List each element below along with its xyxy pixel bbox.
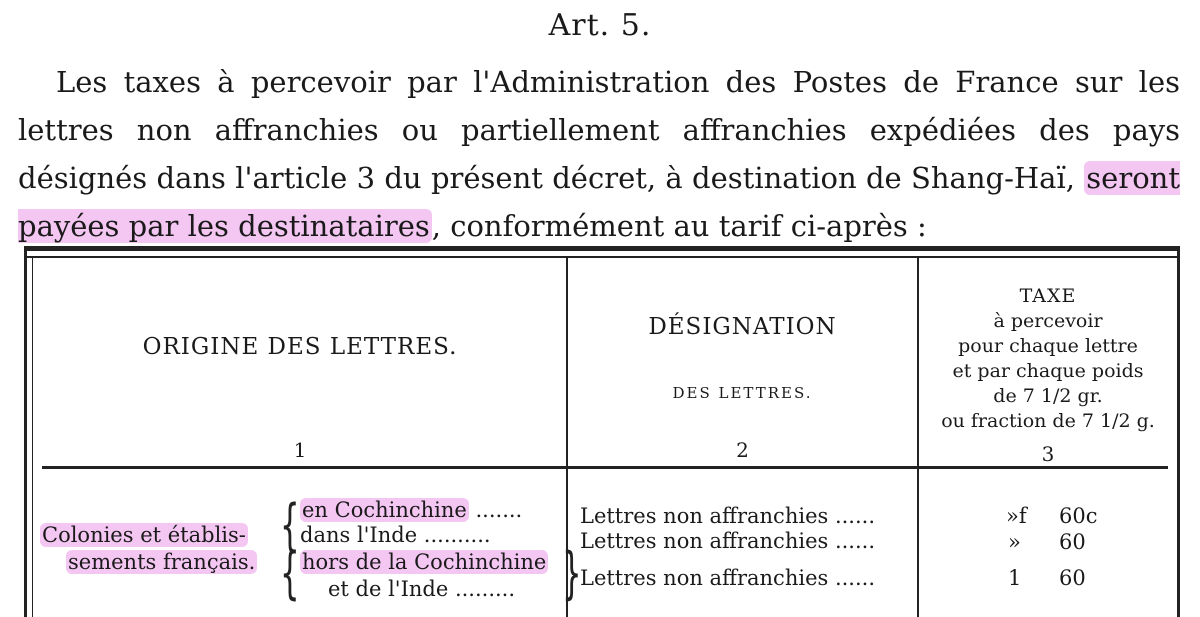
tariff-table: [24, 246, 1180, 617]
tax-cents: 60: [1059, 566, 1086, 590]
header-bottom-rule: [42, 466, 1168, 469]
designation-row-3: Lettres non affranchies ......: [580, 566, 876, 590]
origin-group-line2: [66, 550, 257, 574]
left-brace-upper: {: [280, 493, 300, 558]
origin-group-text: Colonies et établis-: [42, 523, 246, 547]
header-designation-sub: DES LETTRES.: [672, 384, 813, 402]
origin-sub-1: en Cochinchine .......: [302, 498, 523, 522]
origin-sub-text: hors de la Cochinchine: [302, 550, 547, 574]
origin-sub-2: dans l'Inde ..........: [300, 523, 491, 547]
header-tax-line: de 7 1/2 gr.: [993, 385, 1103, 407]
left-brace-lower: {: [280, 541, 300, 606]
header-tax-line: ou fraction de 7 1/2 g.: [941, 410, 1155, 432]
article-title: Art. 5.: [548, 8, 652, 43]
paragraph-highlight: seront payées par les destinataires: [18, 161, 1180, 243]
table-top-border-inner: [24, 256, 1180, 258]
tax-francs: 1: [1008, 566, 1022, 590]
header-origin: ORIGINE DES LETTRES.: [142, 334, 458, 360]
col-number-3: 3: [1041, 442, 1055, 466]
header-tax-line: à percevoir: [993, 310, 1103, 332]
designation-row-1: Lettres non affranchies ......: [580, 504, 876, 528]
col-number-2: 2: [736, 438, 749, 462]
origin-sub-text: et de l'Inde: [328, 577, 449, 601]
col-number-1: 1: [293, 438, 307, 462]
origin-sub-3: [300, 550, 548, 574]
header-tax-line: pour chaque lettre: [958, 335, 1138, 357]
article-paragraph: [18, 58, 1180, 250]
origin-group-line1: [40, 523, 248, 547]
designation-text: Lettres non affranchies: [580, 504, 829, 528]
right-brace: }: [562, 541, 582, 606]
header-tax-line: et par chaque poids: [952, 360, 1144, 382]
origin-sub-4: et de l'Inde .........: [328, 577, 516, 601]
table-left-border: [24, 246, 27, 617]
tax-francs: »: [1008, 530, 1021, 554]
designation-text: Lettres non affranchies: [580, 566, 829, 590]
paragraph-text-2: , conformément au tarif ci-après :: [431, 209, 927, 243]
paragraph-text-1: Les taxes à percevoir par l'Administration des Postes de France sur les lettres non affranchies ou partiellement affranchies expédiées des pays désignés dans l'article 3 du présent décret, à destination de Shang-Haï,: [18, 65, 1180, 195]
designation-text: Lettres non affranchies: [580, 529, 829, 553]
tax-cents: 60c: [1059, 504, 1098, 528]
tax-francs: »f: [1006, 504, 1027, 528]
origin-group-text: sements français.: [68, 550, 256, 574]
origin-sub-text: en Cochinchine: [302, 498, 467, 522]
table-right-border: [1177, 246, 1180, 617]
header-tax: [919, 284, 1177, 434]
header-designation: DÉSIGNATION: [648, 314, 837, 340]
table-top-border: [24, 246, 1180, 251]
origin-sub-text: dans l'Inde: [300, 523, 418, 547]
header-tax-line: TAXE: [1019, 285, 1077, 307]
tax-cents: 60: [1059, 530, 1086, 554]
table-left-border-inner: [32, 256, 33, 617]
designation-row-2: Lettres non affranchies ......: [580, 529, 876, 553]
